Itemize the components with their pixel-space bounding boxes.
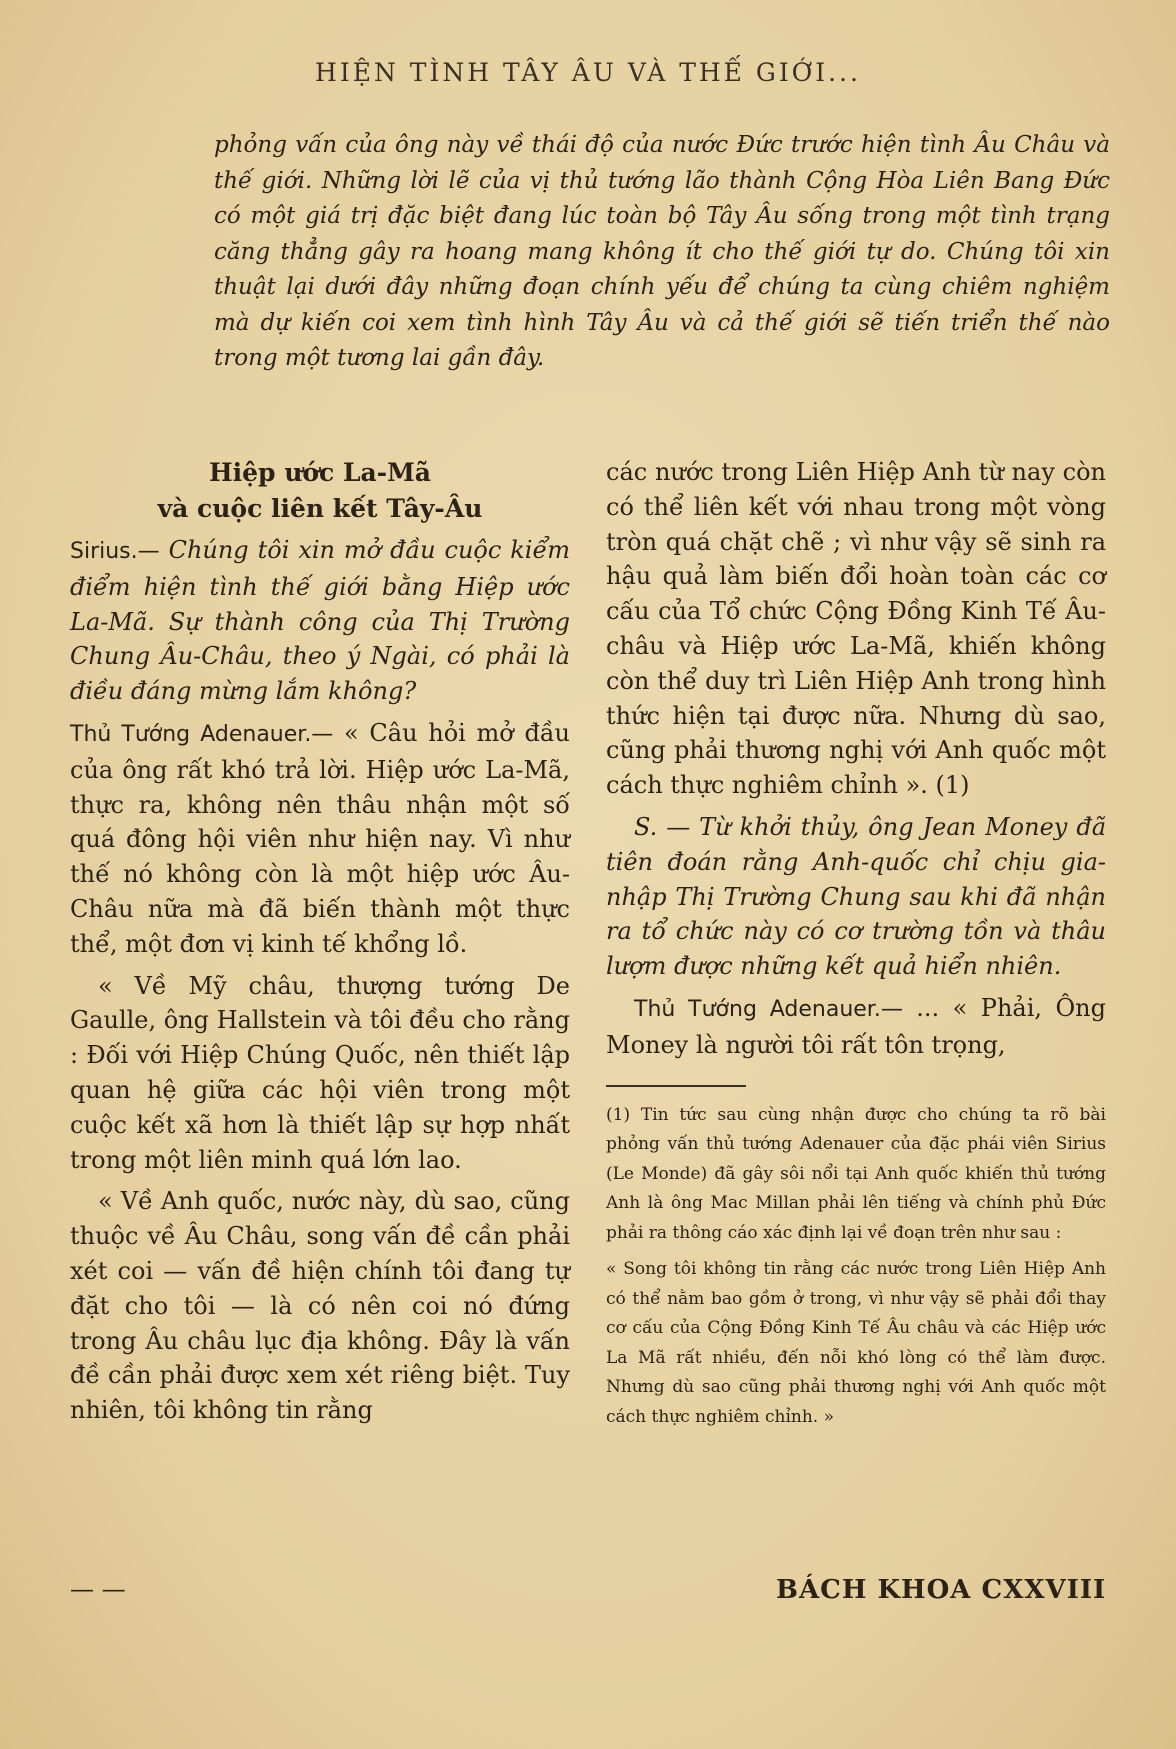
body-paragraph: « Về Mỹ châu, thượng tướng De Gaulle, ông Hallstein và tôi đều cho rằng : Đối với Hiệp Chúng Quốc, nên thiết lập quan hệ giữa các hội viên trong một cuộc kết xã hơn là thiết lập sự hợp nhất trong một liên minh quá lớn lao.: [70, 971, 570, 1174]
speaker-label: S. —: [634, 812, 691, 841]
running-header: HIỆN TÌNH TÂY ÂU VÀ THẾ GIỚI...: [315, 58, 861, 87]
section-title-line-2: và cuộc liên kết Tây-Âu: [157, 494, 483, 523]
question-paragraph: [70, 533, 570, 709]
speaker-label: Thủ Tướng Adenauer.—: [70, 721, 334, 747]
question-paragraph: [606, 810, 1106, 984]
answer-paragraph: [606, 991, 1106, 1063]
footnote-divider: [606, 1085, 746, 1087]
right-column: [606, 455, 1106, 1439]
section-title: [70, 455, 570, 527]
footer-left: — —: [70, 1575, 126, 1603]
speaker-label: Thủ Tướng Adenauer.—: [634, 996, 903, 1022]
body-paragraph: các nước trong Liên Hiệp Anh từ nay còn có thể liên kết với nhau trong một vòng tròn quá chặt chẽ ; vì như vậy sẽ sinh ra hậu quả làm biến đổi hoàn toàn các cơ cấu của Tổ chức Cộng Đồng Kinh Tế Âu-châu và Hiệp ước La-Mã, khiến không còn thể duy trì Liên Hiệp Anh trong hình thức hiện tại được nữa. Nhưng dù sao, cũng phải thương nghị với Anh quốc một cách thực nghiêm chỉnh ». (1): [606, 458, 1106, 800]
footnote: (1) Tin tức sau cùng nhận được cho chúng ta rõ bài phỏng vấn thủ tướng Adenauer của đặc phái viên Sirius (Le Monde) đã gây sôi nổi tại Anh quốc khiến thủ tướng Anh là ông Mac Millan phải lên tiếng và chính phủ Đức phải ra thông cáo xác định lại về đoạn trên như sau :: [606, 1104, 1106, 1243]
answer-text: « Câu hỏi mở đầu của ông rất khó trả lời. Hiệp ước La-Mã, thực ra, không nên thâu nhận một số quá đông hội viên như hiện nay. Vì như thế nó không còn là một hiệp ước Âu-Châu nữa mà đã biến thành một thực thể, một đơn vị kinh tế khổng lồ.: [70, 718, 570, 958]
footnote-quote: « Song tôi không tin rằng các nước trong Liên Hiệp Anh có thể nằm bao gồm ở trong, vì như vậy sẽ phải đổi thay cơ cấu của Cộng Đồng Kinh Tế Âu châu và các Hiệp ước La Mã rất nhiều, đến nỗi khó lòng có thể làm được. Nhưng dù sao cũng phải thương nghị với Anh quốc một cách thực nghiêm chỉnh. »: [606, 1259, 1106, 1427]
left-column: [70, 455, 570, 1435]
question-text: Chúng tôi xin mở đầu cuộc kiểm điểm hiện tình thế giới bằng Hiệp ước La-Mã. Sự thành công của Thị Trường Chung Âu-Châu, theo ý Ngài, có phải là điều đáng mừng lắm không?: [70, 536, 570, 706]
publication-footer: BÁCH KHOA CXXVIII: [776, 1575, 1107, 1605]
speaker-label: Sirius.—: [70, 539, 160, 564]
question-text: Từ khởi thủy, ông Jean Money đã tiên đoán rằng Anh-quốc chỉ chịu gia-nhập Thị Trường Chung sau khi đã nhận ra tổ chức này có cơ trường tồn và thâu lượm được những kết quả hiển nhiên.: [606, 812, 1107, 981]
section-title-line-1: Hiệp ước La-Mã: [208, 458, 431, 487]
answer-text: ... « Phải, Ông Money là người tôi rất tôn trọng,: [606, 993, 1106, 1059]
intro-paragraph: phỏng vấn của ông này về thái độ của nước Đức trước hiện tình Âu Châu và thế giới. Những lời lẽ của vị thủ tướng lão thành Cộng Hòa Liên Bang Đức có một giá trị đặc biệt đang lúc toàn bộ Tây Âu sống trong một tình trạng căng thẳng gây ra hoang mang không ít cho thế giới tự do. Chúng tôi xin thuật lại dưới đây những đoạn chính yếu để chúng ta cùng chiêm nghiệm mà dự kiến coi xem tình hình Tây Âu và cả thế giới sẽ tiến triển thế nào trong một tương lai gần đây.: [214, 132, 1110, 371]
body-paragraph: « Về Anh quốc, nước này, dù sao, cũng thuộc về Âu Châu, song vấn đề cần phải xét coi — vấn đề hiện chính tôi đang tự đặt cho tôi — là có nên coi nó đứng trong Âu châu lục địa không. Đây là vấn đề cần phải được xem xét riêng biệt. Tuy nhiên, tôi không tin rằng: [70, 1187, 570, 1425]
answer-paragraph: [70, 716, 570, 962]
